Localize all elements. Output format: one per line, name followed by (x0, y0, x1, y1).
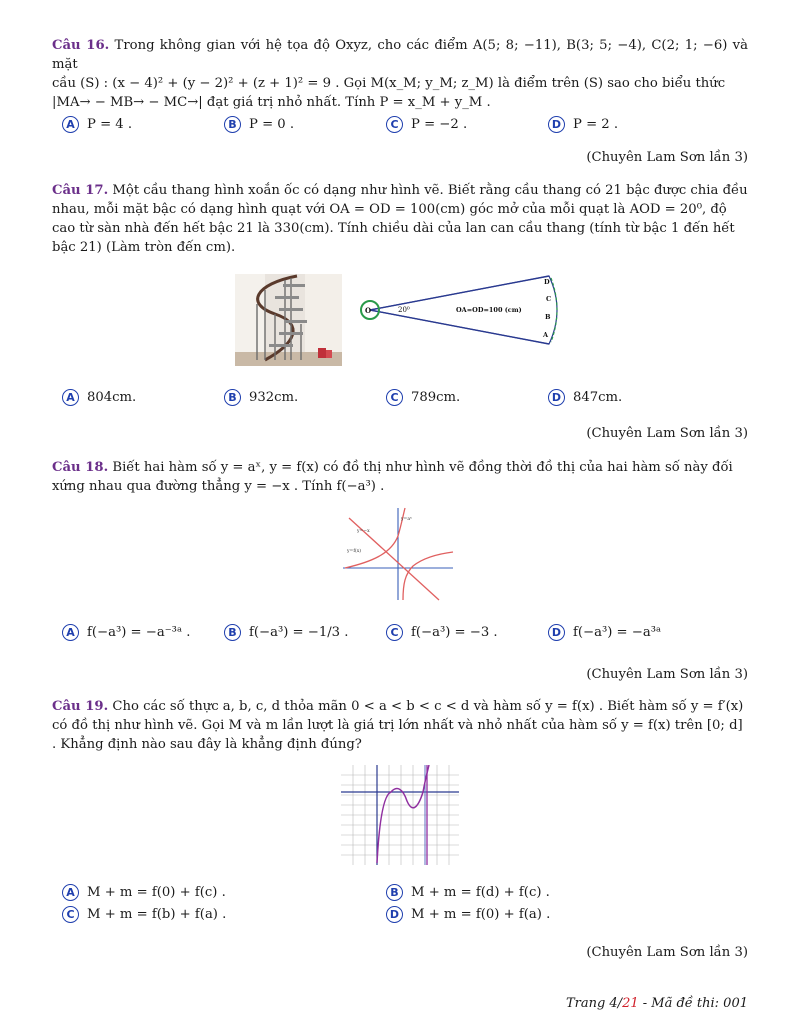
q17-option-d[interactable]: D 847cm. (548, 389, 622, 406)
question-17 (52, 181, 748, 257)
q17-source: (Chuyên Lam Sơn lần 3) (586, 426, 748, 441)
q16-label: Câu 16. (52, 38, 110, 53)
q16-line1: Câu 16. Trong không gian với hệ tọa độ Oxyz, cho các điểm A(5; 8; −11), B(3; 5; −4), C(2; 1; −6) và mặt (52, 38, 748, 72)
q19-graph (341, 765, 459, 865)
sector-radius-label: OA=OD=100 (cm) (456, 306, 522, 314)
q17-label: Câu 17. (52, 183, 109, 198)
q19-option-b[interactable]: B M + m = f(d) + f(c) . (386, 884, 550, 901)
sector-label-o: O (365, 306, 372, 315)
q19-source: (Chuyên Lam Sơn lần 3) (586, 945, 748, 960)
page-footer: Trang 4/21 - Mã đề thi: 001 (565, 996, 748, 1011)
question-18 (52, 458, 748, 496)
q19-line3: . Khẳng định nào sau đây là khẳng định đúng? (52, 737, 362, 752)
q18-label: Câu 18. (52, 460, 109, 475)
q17-line3: cao từ sàn nhà đến hết bậc 21 là 330(cm). Tính chiều dài của lan can cầu thang (tính từ bậc 1 đến hết (52, 221, 735, 236)
q17-line2: nhau, mỗi mặt bậc có dạng hình quạt với OA = OD = 100(cm) góc mở của mỗi quạt là AOD = 20⁰, độ (52, 202, 727, 217)
q16-option-b[interactable]: B P = 0 . (224, 116, 294, 133)
sector-label-c: C (546, 295, 552, 303)
sector-label-a: A (543, 331, 549, 339)
q17-option-a[interactable]: A 804cm. (62, 389, 136, 406)
q16-line2: cầu (S) : (x − 4)² + (y − 2)² + (z + 1)² = 9 . Gọi M(x_M; y_M; z_M) là điểm trên (S) sao cho biểu thức (52, 76, 726, 91)
q19-option-c[interactable]: C M + m = f(b) + f(a) . (62, 906, 226, 923)
q16-option-a[interactable]: A P = 4 . (62, 116, 132, 133)
q18-label-ax: y=aˣ (401, 517, 412, 522)
sector-label-d: D (544, 278, 550, 286)
q19-option-a[interactable]: A M + m = f(0) + f(c) . (62, 884, 226, 901)
q18-label-line: y=−x (357, 529, 370, 534)
q18-line2: xứng nhau qua đường thẳng y = −x . Tính f(−a³) . (52, 479, 385, 494)
q17-line4: bậc 21) (Làm tròn đến cm). (52, 240, 236, 255)
q18-option-d[interactable]: D f(−a³) = −a³ᵃ (548, 624, 661, 641)
q17-option-b[interactable]: B 932cm. (224, 389, 298, 406)
q19-option-d[interactable]: D M + m = f(0) + f(a) . (386, 906, 550, 923)
q19-line2: có đồ thị như hình vẽ. Gọi M và m lần lượt là giá trị lớn nhất và nhỏ nhất của hàm số y = f(x) trên [0; d] (52, 718, 743, 733)
q18-source: (Chuyên Lam Sơn lần 3) (586, 667, 748, 682)
footer-total-pages: 21 (622, 996, 639, 1011)
q18-graph (341, 506, 456, 602)
sector-label-b: B (545, 313, 551, 321)
spiral-staircase-photo (235, 274, 342, 366)
q16-source: (Chuyên Lam Sơn lần 3) (586, 150, 748, 165)
q16-option-c[interactable]: C P = −2 . (386, 116, 467, 133)
q18-option-c[interactable]: C f(−a³) = −3 . (386, 624, 498, 641)
q19-label: Câu 19. (52, 699, 109, 714)
question-19 (52, 697, 748, 754)
q18-label-f: y=f(x) (347, 549, 362, 554)
q19-line1: Câu 19. Cho các số thực a, b, c, d thỏa mãn 0 < a < b < c < d và hàm số y = f(x) . Biết hàm số y = f′(x) (52, 699, 744, 714)
q17-option-c[interactable]: C 789cm. (386, 389, 460, 406)
q18-option-b[interactable]: B f(−a³) = −1/3 . (224, 624, 348, 641)
q16-line3: |MA→ − MB→ − MC→| đạt giá trị nhỏ nhất. Tính P = x_M + y_M . (52, 95, 491, 110)
question-16 (52, 36, 748, 112)
q16-option-d[interactable]: D P = 2 . (548, 116, 618, 133)
q18-option-a[interactable]: A f(−a³) = −a⁻³ᵃ . (62, 624, 190, 641)
sector-diagram (356, 274, 566, 346)
sector-angle-label: 20⁰ (398, 306, 410, 314)
q17-line1: Câu 17. Một cầu thang hình xoắn ốc có dạng như hình vẽ. Biết rằng cầu thang có 21 bậc được chia đều (52, 183, 748, 198)
q18-line1: Câu 18. Biết hai hàm số y = aˣ, y = f(x) có đồ thị như hình vẽ đồng thời đồ thị của hai hàm số này đối (52, 460, 733, 475)
